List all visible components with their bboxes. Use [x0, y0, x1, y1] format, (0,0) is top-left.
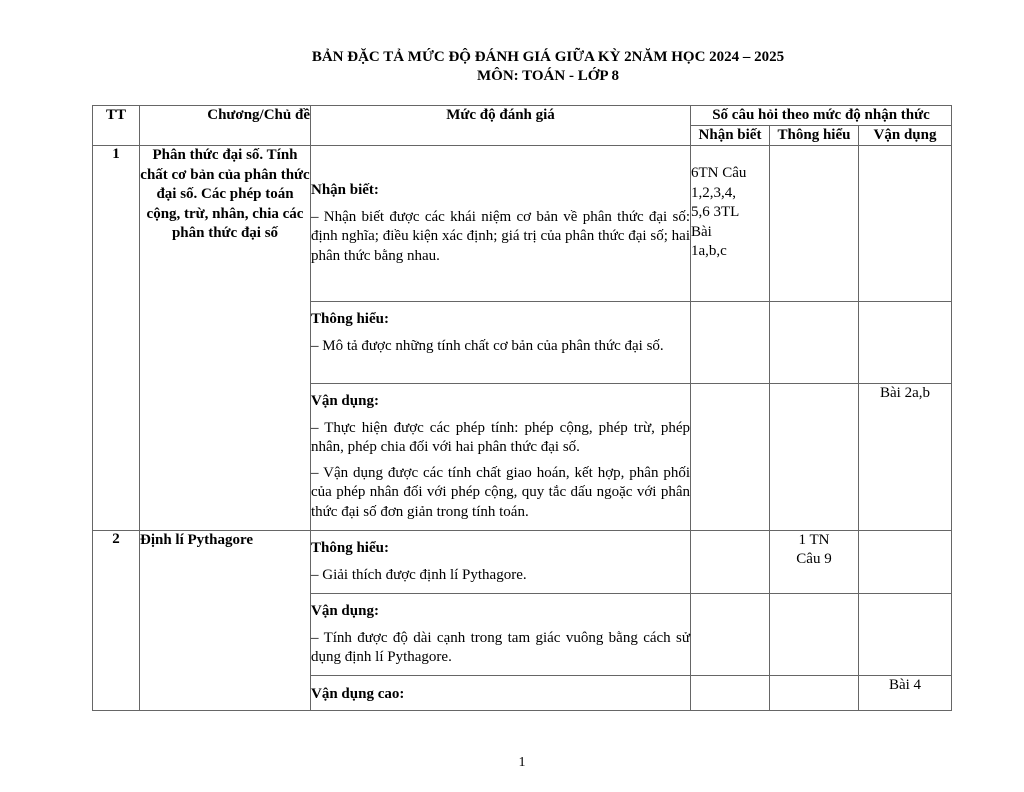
level-label: Vận dụng cao: [311, 686, 405, 702]
level-description [311, 594, 691, 676]
header-muc-do-danh-gia: Mức độ đánh giá [311, 106, 691, 146]
count-cell [770, 676, 859, 711]
table-row [93, 146, 952, 302]
header-van-dung: Vận dụng [859, 126, 952, 146]
count-cell [859, 302, 952, 384]
level-description [311, 531, 691, 594]
level-description [311, 146, 691, 302]
count-cell [691, 302, 770, 384]
level-description [311, 384, 691, 531]
level-text: – Giải thích được định lí Pythagore. [311, 566, 527, 583]
count-cell [770, 384, 859, 531]
level-label: Vận dụng: [311, 603, 379, 619]
level-description [311, 676, 691, 711]
level-label: Thông hiểu: [311, 311, 389, 327]
count-cell [770, 594, 859, 676]
count-cell: 6TN Câu 1,2,3,4, 5,6 3TL Bài 1a,b,c [691, 146, 770, 302]
count-cell [859, 146, 952, 302]
document-subtitle: MÔN: TOÁN - LỚP 8 [477, 68, 619, 84]
count-cell: 1 TN Câu 9 [770, 531, 859, 594]
count-cell [859, 594, 952, 676]
count-cell [691, 676, 770, 711]
topic-number: 1 [93, 146, 140, 531]
count-cell [770, 146, 859, 302]
level-text: – Tính được độ dài cạnh trong tam giác vuông bằng cách sử dụng định lí Pythagore. [311, 629, 690, 665]
document-title: BẢN ĐẶC TẢ MỨC ĐỘ ĐÁNH GIÁ GIỮA KỲ 2NĂM HỌC 2024 – 2025 [311, 49, 785, 65]
level-text: – Nhận biết được các khái niệm cơ bản về phân thức đại số: định nghĩa; điều kiện xác định; giá trị của phân thức đại số; hai phân thức bằng nhau. [311, 208, 690, 264]
count-cell [859, 531, 952, 594]
count-cell: Bài 2a,b [859, 384, 952, 531]
level-label: Thông hiểu: [311, 540, 389, 556]
level-text: – Mô tả được những tính chất cơ bản của phân thức đại số. [311, 337, 664, 354]
level-text: – Thực hiện được các phép tính: phép cộng, phép trừ, phép nhân, phép chia đối với hai phân thức đại số. [311, 419, 690, 455]
header-so-cau-hoi: Số câu hỏi theo mức độ nhận thức [691, 106, 952, 126]
topic-title: Phân thức đại số. Tính chất cơ bản của phân thức đại số. Các phép toán cộng, trừ, nhân, chia các phân thức đại số [140, 146, 311, 531]
count-cell: Bài 4 [859, 676, 952, 711]
header-chuong-chu-de: Chương/Chủ đề [140, 106, 311, 146]
table-row [93, 531, 952, 594]
page-number: 1 [518, 755, 526, 770]
header-thong-hieu: Thông hiểu [770, 126, 859, 146]
topic-title: Định lí Pythagore [140, 531, 311, 711]
topic-number: 2 [93, 531, 140, 711]
count-cell [770, 302, 859, 384]
specification-table [92, 105, 952, 711]
header-tt: TT [93, 106, 140, 146]
count-cell [691, 594, 770, 676]
count-cell [691, 384, 770, 531]
level-text: – Vận dụng được các tính chất giao hoán, kết hợp, phân phối của phép nhân đối với phép cộng, quy tắc dấu ngoặc với phân thức đại số đơn giản trong tính toán. [311, 464, 690, 520]
count-cell [691, 531, 770, 594]
level-description [311, 302, 691, 384]
level-label: Vận dụng: [311, 393, 379, 409]
level-label: Nhận biết: [311, 182, 379, 198]
header-nhan-biet: Nhận biết [691, 126, 770, 146]
